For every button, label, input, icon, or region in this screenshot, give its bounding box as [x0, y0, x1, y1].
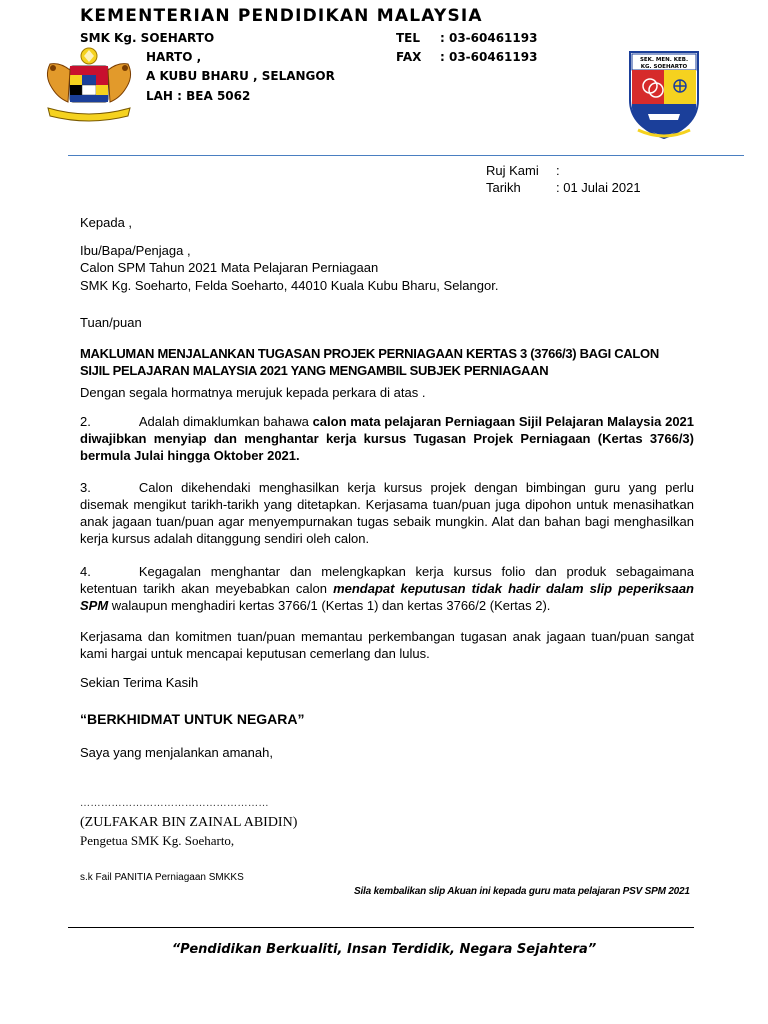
recipient-line-3: SMK Kg. Soeharto, Felda Soeharto, 44010 Kuala Kubu Bharu, Selangor.: [80, 278, 499, 293]
signature-dots: ………………………………………………: [80, 798, 269, 809]
paragraph-2-emphasis: calon mata pelajaran Perniagaan Sijil Pelajaran Malaysia 2021 diwajibkan menyiap dan menghantar kerja kursus Tugasan Projek Perniagaan (Kertas 3766/3) bermula Julai hingga Oktober 2021.: [80, 414, 695, 463]
motto: “BERKHIDMAT UNTUK NEGARA”: [80, 711, 305, 727]
coat-of-arms-emblem: [40, 46, 138, 122]
tarikh-label: Tarikh: [486, 180, 521, 195]
paragraph-4-text-a: Kegagalan menghantar dan melengkapkan kerja kursus folio dan produk sebagaimana ketentuan tarikh akan meyebabkan calon: [80, 564, 694, 596]
paragraph-3: [80, 479, 694, 547]
paragraph-3-number: 3.: [80, 480, 91, 495]
closing: Sekian Terima Kasih: [80, 675, 199, 690]
paragraph-1: Dengan segala hormatnya merujuk kepada perkara di atas .: [80, 385, 426, 400]
address-line-1: HARTO ,: [146, 50, 202, 64]
fax-value: : 03-60461193: [440, 50, 538, 64]
paragraph-4-emphasis: mendapat keputusan tidak hadir dalam slip peperiksaan SPM: [80, 581, 694, 613]
sk-note: s.k Fail PANITIA Perniagaan SMKKS: [80, 872, 244, 883]
svg-text:SEK. MEN. KEB.: SEK. MEN. KEB.: [639, 57, 689, 63]
tarikh-value: : 01 Julai 2021: [556, 180, 641, 195]
paragraph-5: Kerjasama dan komitmen tuan/puan memantau perkembangan tugasan anak jagaan tuan/puan sangat kami hargai untuk mencapai keputusan cemerlang dan lulus.: [80, 629, 694, 661]
tel-label: TEL: [396, 31, 421, 45]
paragraph-3-text: Calon dikehendaki menghasilkan kerja kursus projek dengan bimbingan guru yang perlu disemak mengikut tarikh-tarikh yang ditetapkan. Kerjasama tuan/puan juga dipohon untuk menasihatkan anak jagaan tuan/puan agar menyempurnakan tugas sebaik mungkin. Alat dan bahan bagi menghasilkan kerja kursus adalah ditanggung sendiri oleh calon.: [80, 480, 694, 546]
ruj-label: Ruj Kami: [486, 163, 539, 178]
trust-line: Saya yang menjalankan amanah,: [80, 745, 273, 760]
address-line-2: A KUBU BHARU , SELANGOR: [146, 69, 335, 83]
subject-line-2: SIJIL PELAJARAN MALAYSIA 2021 YANG MENGAMBIL SUBJEK PERNIAGAAN: [80, 363, 549, 378]
school-name: SMK Kg. SOEHARTO: [80, 31, 215, 45]
paragraph-4-number: 4.: [80, 564, 91, 579]
salutation: Tuan/puan: [80, 315, 142, 330]
paragraph-4-text-b: walaupun menghadiri kertas 3766/1 (Kertas 1) dan kertas 3766/2 (Kertas 2).: [108, 598, 551, 613]
ruj-value: :: [556, 163, 560, 178]
ministry-title: KEMENTERIAN PENDIDIKAN MALAYSIA: [80, 6, 483, 26]
footer-motto: “Pendidikan Berkualiti, Insan Terdidik, Negara Sejahtera”: [171, 942, 597, 957]
signatory-name: (ZULFAKAR BIN ZAINAL ABIDIN): [80, 815, 298, 830]
return-slip-note: Sila kembalikan slip Akuan ini kepada guru mata pelajaran PSV SPM 2021: [354, 886, 690, 897]
subject-line-1: MAKLUMAN MENJALANKAN TUGASAN PROJEK PERNIAGAAN KERTAS 3 (3766/3) BAGI CALON: [80, 346, 659, 361]
signatory-title: Pengetua SMK Kg. Soeharto,: [80, 833, 235, 848]
paragraph-4: [80, 563, 694, 614]
footer-separator: [68, 927, 694, 928]
school-code: LAH : BEA 5062: [146, 89, 251, 103]
paragraph-2-text: Adalah dimaklumkan bahawa: [138, 414, 313, 429]
kepada: Kepada ,: [80, 215, 133, 230]
tel-value: : 03-60461193: [440, 31, 538, 45]
school-crest-emblem: [624, 48, 704, 140]
paragraph-2: [80, 413, 694, 464]
recipient-line-1: Ibu/Bapa/Penjaga ,: [80, 243, 191, 258]
paragraph-2-number: 2.: [80, 414, 91, 429]
svg-text:KG. SOEHARTO: KG. SOEHARTO: [640, 64, 688, 70]
header-separator: [68, 155, 744, 156]
fax-label: FAX: [396, 50, 422, 64]
recipient-line-2: Calon SPM Tahun 2021 Mata Pelajaran Perniagaan: [80, 260, 379, 275]
